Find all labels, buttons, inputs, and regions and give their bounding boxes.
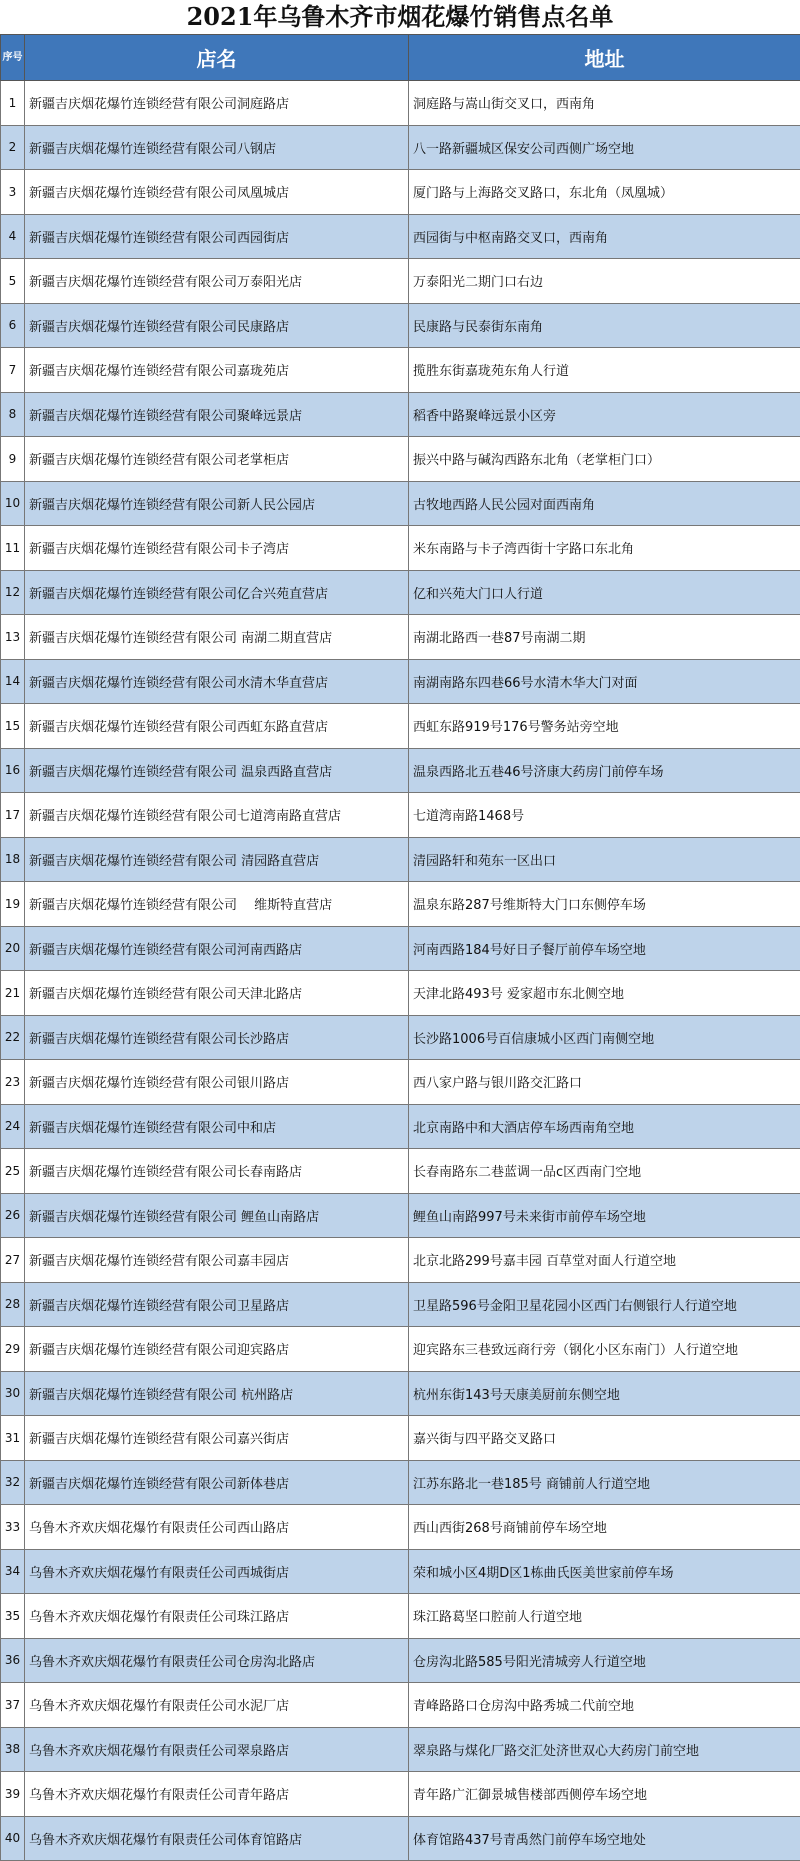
- store-list-table: [0, 34, 800, 1861]
- store-name: 新疆吉庆烟花爆竹连锁经营有限公司天津北路店: [25, 971, 409, 1016]
- store-name: 新疆吉庆烟花爆竹连锁经营有限公司银川路店: [25, 1060, 409, 1105]
- row-number: 14: [1, 659, 25, 704]
- row-number: 7: [1, 348, 25, 393]
- row-number: 40: [1, 1816, 25, 1861]
- row-number: 6: [1, 303, 25, 348]
- row-number: 19: [1, 882, 25, 927]
- row-number: 23: [1, 1060, 25, 1105]
- table-row: [1, 392, 800, 437]
- store-name: 新疆吉庆烟花爆竹连锁经营有限公司万泰阳光店: [25, 259, 409, 304]
- header-store: 店名: [25, 35, 409, 81]
- table-header-row: [1, 35, 800, 81]
- table-row: [1, 1193, 800, 1238]
- row-number: 15: [1, 704, 25, 749]
- store-address: 振兴中路与碱沟西路东北角（老掌柜门口）: [409, 437, 800, 482]
- header-address: 地址: [409, 35, 800, 81]
- row-number: 8: [1, 392, 25, 437]
- store-address: 揽胜东街嘉珑苑东角人行道: [409, 348, 800, 393]
- store-address: 亿和兴苑大门口人行道: [409, 570, 800, 615]
- table-row: [1, 1460, 800, 1505]
- table-row: [1, 793, 800, 838]
- table-row: [1, 882, 800, 927]
- store-address: 仓房沟北路585号阳光清城旁人行道空地: [409, 1638, 800, 1683]
- row-number: 26: [1, 1193, 25, 1238]
- row-number: 28: [1, 1282, 25, 1327]
- table-row: [1, 971, 800, 1016]
- row-number: 38: [1, 1727, 25, 1772]
- store-name: 新疆吉庆烟花爆竹连锁经营有限公司嘉丰园店: [25, 1238, 409, 1283]
- table-row: [1, 1549, 800, 1594]
- row-number: 10: [1, 481, 25, 526]
- store-address: 南湖北路西一巷87号南湖二期: [409, 615, 800, 660]
- store-address: 北京北路299号嘉丰园 百草堂对面人行道空地: [409, 1238, 800, 1283]
- store-address: 青年路广汇御景城售楼部西侧停车场空地: [409, 1772, 800, 1817]
- table-row: [1, 1772, 800, 1817]
- row-number: 37: [1, 1683, 25, 1728]
- row-number: 34: [1, 1549, 25, 1594]
- store-name: 新疆吉庆烟花爆竹连锁经营有限公司 南湖二期直营店: [25, 615, 409, 660]
- store-address: 稻香中路聚峰远景小区旁: [409, 392, 800, 437]
- table-row: [1, 615, 800, 660]
- row-number: 17: [1, 793, 25, 838]
- table-row: [1, 1594, 800, 1639]
- row-number: 18: [1, 837, 25, 882]
- store-address: 温泉东路287号维斯特大门口东侧停车场: [409, 882, 800, 927]
- store-address: 河南西路184号好日子餐厅前停车场空地: [409, 926, 800, 971]
- store-name: 乌鲁木齐欢庆烟花爆竹有限责任公司青年路店: [25, 1772, 409, 1817]
- table-row: [1, 1060, 800, 1105]
- store-address: 荣和城小区4期D区1栋曲氏医美世家前停车场: [409, 1549, 800, 1594]
- store-name: 新疆吉庆烟花爆竹连锁经营有限公司洞庭路店: [25, 81, 409, 126]
- store-name: 新疆吉庆烟花爆竹连锁经营有限公司中和店: [25, 1104, 409, 1149]
- table-row: [1, 1327, 800, 1372]
- header-no: 序号: [1, 35, 25, 81]
- row-number: 9: [1, 437, 25, 482]
- table-row: [1, 303, 800, 348]
- store-name: 乌鲁木齐欢庆烟花爆竹有限责任公司翠泉路店: [25, 1727, 409, 1772]
- store-name: 新疆吉庆烟花爆竹连锁经营有限公司西园街店: [25, 214, 409, 259]
- row-number: 16: [1, 748, 25, 793]
- store-name: 新疆吉庆烟花爆竹连锁经营有限公司新体巷店: [25, 1460, 409, 1505]
- table-row: [1, 926, 800, 971]
- table-row: [1, 1727, 800, 1772]
- row-number: 30: [1, 1371, 25, 1416]
- store-name: 乌鲁木齐欢庆烟花爆竹有限责任公司西城街店: [25, 1549, 409, 1594]
- row-number: 35: [1, 1594, 25, 1639]
- row-number: 11: [1, 526, 25, 571]
- store-name: 新疆吉庆烟花爆竹连锁经营有限公司老掌柜店: [25, 437, 409, 482]
- store-name: 新疆吉庆烟花爆竹连锁经营有限公司卡子湾店: [25, 526, 409, 571]
- store-name: 新疆吉庆烟花爆竹连锁经营有限公司长沙路店: [25, 1015, 409, 1060]
- store-address: 洞庭路与嵩山街交叉口，西南角: [409, 81, 800, 126]
- row-number: 39: [1, 1772, 25, 1817]
- table-row: [1, 437, 800, 482]
- store-address: 长沙路1006号百信康城小区西门南侧空地: [409, 1015, 800, 1060]
- table-row: [1, 214, 800, 259]
- store-name: 乌鲁木齐欢庆烟花爆竹有限责任公司仓房沟北路店: [25, 1638, 409, 1683]
- table-row: [1, 1371, 800, 1416]
- row-number: 21: [1, 971, 25, 1016]
- row-number: 25: [1, 1149, 25, 1194]
- store-name: 新疆吉庆烟花爆竹连锁经营有限公司卫星路店: [25, 1282, 409, 1327]
- store-name: 新疆吉庆烟花爆竹连锁经营有限公司凤凰城店: [25, 170, 409, 215]
- row-number: 33: [1, 1505, 25, 1550]
- table-row: [1, 170, 800, 215]
- store-address: 北京南路中和大酒店停车场西南角空地: [409, 1104, 800, 1149]
- table-row: [1, 1416, 800, 1461]
- table-row: [1, 481, 800, 526]
- store-name: 新疆吉庆烟花爆竹连锁经营有限公司西虹东路直营店: [25, 704, 409, 749]
- store-name: 新疆吉庆烟花爆竹连锁经营有限公司迎宾路店: [25, 1327, 409, 1372]
- row-number: 1: [1, 81, 25, 126]
- store-name: 新疆吉庆烟花爆竹连锁经营有限公司 清园路直营店: [25, 837, 409, 882]
- row-number: 2: [1, 125, 25, 170]
- table-row: [1, 837, 800, 882]
- store-address: 古牧地西路人民公园对面西南角: [409, 481, 800, 526]
- store-address: 万泰阳光二期门口右边: [409, 259, 800, 304]
- table-row: [1, 704, 800, 749]
- table-row: [1, 1149, 800, 1194]
- store-address: 清园路轩和苑东一区出口: [409, 837, 800, 882]
- store-name: 新疆吉庆烟花爆竹连锁经营有限公司 温泉西路直营店: [25, 748, 409, 793]
- store-name: 新疆吉庆烟花爆竹连锁经营有限公司 杭州路店: [25, 1371, 409, 1416]
- row-number: 12: [1, 570, 25, 615]
- row-number: 31: [1, 1416, 25, 1461]
- store-address: 江苏东路北一巷185号 商铺前人行道空地: [409, 1460, 800, 1505]
- row-number: 22: [1, 1015, 25, 1060]
- table-row: [1, 348, 800, 393]
- table-row: [1, 1683, 800, 1728]
- store-name: 乌鲁木齐欢庆烟花爆竹有限责任公司水泥厂店: [25, 1683, 409, 1728]
- table-row: [1, 81, 800, 126]
- store-name: 新疆吉庆烟花爆竹连锁经营有限公司嘉兴街店: [25, 1416, 409, 1461]
- store-address: 翠泉路与煤化厂路交汇处济世双心大药房门前空地: [409, 1727, 800, 1772]
- table-row: [1, 570, 800, 615]
- table-row: [1, 125, 800, 170]
- store-address: 米东南路与卡子湾西街十字路口东北角: [409, 526, 800, 571]
- store-address: 卫星路596号金阳卫星花园小区西门右侧银行人行道空地: [409, 1282, 800, 1327]
- store-name: 新疆吉庆烟花爆竹连锁经营有限公司民康路店: [25, 303, 409, 348]
- table-row: [1, 526, 800, 571]
- store-address: 天津北路493号 爱家超市东北侧空地: [409, 971, 800, 1016]
- table-row: [1, 659, 800, 704]
- store-name: 新疆吉庆烟花爆竹连锁经营有限公司 鲤鱼山南路店: [25, 1193, 409, 1238]
- store-address: 体育馆路437号青禹然门前停车场空地处: [409, 1816, 800, 1861]
- store-name: 新疆吉庆烟花爆竹连锁经营有限公司 维斯特直营店: [25, 882, 409, 927]
- store-name: 新疆吉庆烟花爆竹连锁经营有限公司聚峰远景店: [25, 392, 409, 437]
- store-address: 厦门路与上海路交叉路口，东北角（凤凰城）: [409, 170, 800, 215]
- store-address: 西八家户路与银川路交汇路口: [409, 1060, 800, 1105]
- store-address: 珠江路葛坚口腔前人行道空地: [409, 1594, 800, 1639]
- table-row: [1, 259, 800, 304]
- row-number: 13: [1, 615, 25, 660]
- table-row: [1, 748, 800, 793]
- table-row: [1, 1816, 800, 1861]
- row-number: 4: [1, 214, 25, 259]
- store-address: 迎宾路东三巷致远商行旁（钢化小区东南门）人行道空地: [409, 1327, 800, 1372]
- table-row: [1, 1282, 800, 1327]
- row-number: 3: [1, 170, 25, 215]
- table-row: [1, 1015, 800, 1060]
- store-name: 新疆吉庆烟花爆竹连锁经营有限公司河南西路店: [25, 926, 409, 971]
- row-number: 36: [1, 1638, 25, 1683]
- row-number: 20: [1, 926, 25, 971]
- row-number: 27: [1, 1238, 25, 1283]
- store-address: 嘉兴街与四平路交叉路口: [409, 1416, 800, 1461]
- store-name: 新疆吉庆烟花爆竹连锁经营有限公司八钢店: [25, 125, 409, 170]
- store-address: 长春南路东二巷蓝调一品c区西南门空地: [409, 1149, 800, 1194]
- store-address: 八一路新疆城区保安公司西侧广场空地: [409, 125, 800, 170]
- store-name: 新疆吉庆烟花爆竹连锁经营有限公司嘉珑苑店: [25, 348, 409, 393]
- row-number: 32: [1, 1460, 25, 1505]
- store-name: 新疆吉庆烟花爆竹连锁经营有限公司长春南路店: [25, 1149, 409, 1194]
- table-row: [1, 1238, 800, 1283]
- store-name: 乌鲁木齐欢庆烟花爆竹有限责任公司珠江路店: [25, 1594, 409, 1639]
- store-name: 新疆吉庆烟花爆竹连锁经营有限公司新人民公园店: [25, 481, 409, 526]
- store-address: 七道湾南路1468号: [409, 793, 800, 838]
- store-name: 新疆吉庆烟花爆竹连锁经营有限公司亿合兴苑直营店: [25, 570, 409, 615]
- store-address: 民康路与民泰街东南角: [409, 303, 800, 348]
- store-address: 青峰路路口仓房沟中路秀城二代前空地: [409, 1683, 800, 1728]
- store-name: 新疆吉庆烟花爆竹连锁经营有限公司水清木华直营店: [25, 659, 409, 704]
- row-number: 24: [1, 1104, 25, 1149]
- store-address: 西山西街268号商铺前停车场空地: [409, 1505, 800, 1550]
- store-name: 乌鲁木齐欢庆烟花爆竹有限责任公司体育馆路店: [25, 1816, 409, 1861]
- table-row: [1, 1104, 800, 1149]
- table-body: [1, 81, 800, 1861]
- row-number: 5: [1, 259, 25, 304]
- store-address: 杭州东街143号天康美厨前东侧空地: [409, 1371, 800, 1416]
- table-row: [1, 1638, 800, 1683]
- store-name: 乌鲁木齐欢庆烟花爆竹有限责任公司西山路店: [25, 1505, 409, 1550]
- store-address: 西虹东路919号176号警务站旁空地: [409, 704, 800, 749]
- table-row: [1, 1505, 800, 1550]
- store-name: 新疆吉庆烟花爆竹连锁经营有限公司七道湾南路直营店: [25, 793, 409, 838]
- store-address: 温泉西路北五巷46号济康大药房门前停车场: [409, 748, 800, 793]
- page-title: 2021年乌鲁木齐市烟花爆竹销售点名单: [0, 0, 800, 34]
- store-address: 南湖南路东四巷66号水清木华大门对面: [409, 659, 800, 704]
- store-address: 西园街与中枢南路交叉口，西南角: [409, 214, 800, 259]
- store-address: 鲤鱼山南路997号未来街市前停车场空地: [409, 1193, 800, 1238]
- row-number: 29: [1, 1327, 25, 1372]
